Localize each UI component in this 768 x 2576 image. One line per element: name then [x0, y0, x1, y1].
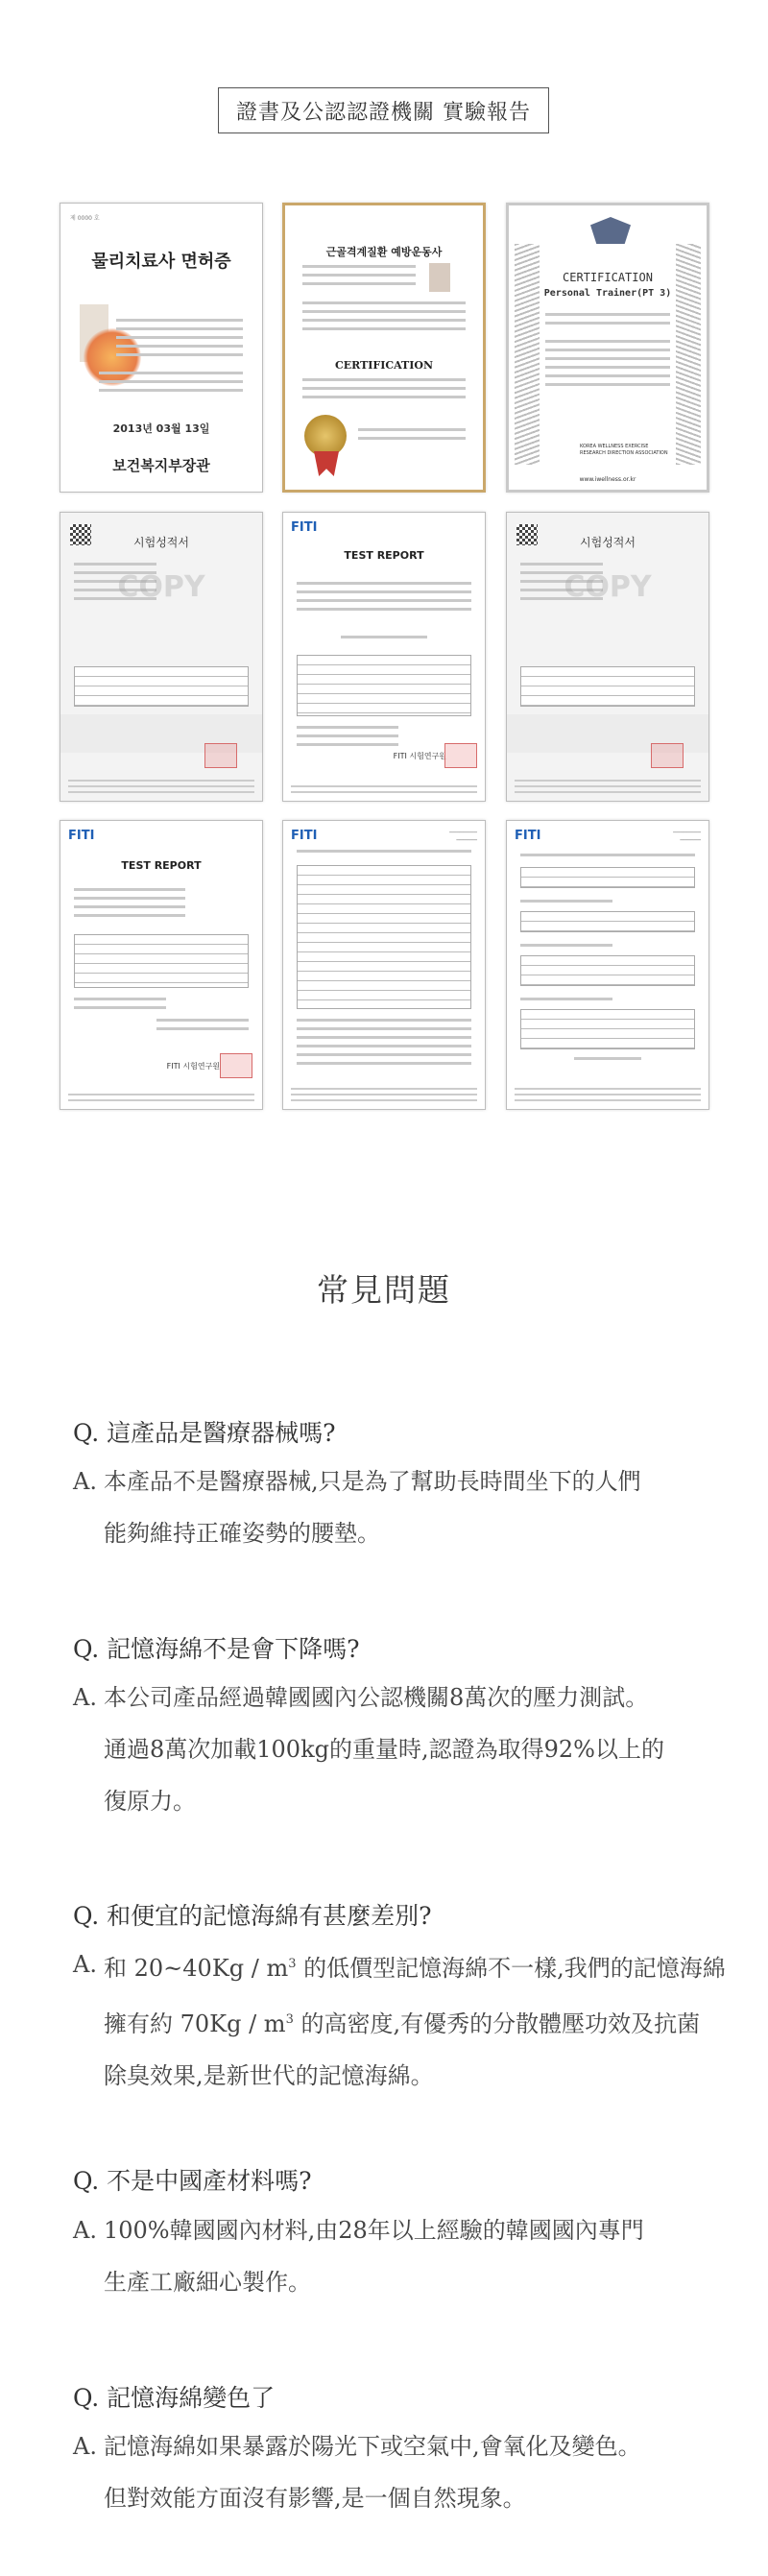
faq-question-2: Q. 記憶海綿不是會下降嗎? — [73, 1635, 360, 1663]
stamp-icon — [220, 1053, 252, 1078]
fiti-lab-name: FITI 시험연구원 — [393, 752, 446, 760]
crest-icon — [590, 217, 631, 244]
faq-answer-1: A. 本產品不是醫療器械,只是為了幫助長時間坐下的人們 能夠維持正確姿勢的腰墊。 — [73, 1468, 641, 1547]
cert-korean-heading: CERTIFICATION — [334, 359, 434, 372]
results-table — [520, 955, 695, 986]
pt-cert-subheading: Personal Trainer(PT 3) — [543, 288, 672, 299]
physical-therapist-license[interactable]: 제 0000 호 물리치료사 면허증 2013년 03월 13일 보건복지부장관 — [60, 203, 263, 493]
personal-trainer-certificate[interactable] — [506, 203, 709, 493]
report-number: ──────── ────── — [449, 830, 477, 844]
faq-answer-4: A. 100%韓國國內材料,由28年以上經驗的韓國國內專門 生產工廠細心製作。 — [73, 2217, 644, 2296]
faq-question-1: Q. 這產品是醫療器械嗎? — [73, 1419, 336, 1447]
results-table — [297, 865, 471, 1009]
kcl-test-report-2[interactable] — [506, 512, 709, 802]
cert-photo — [429, 263, 450, 292]
certificate-grid — [60, 203, 709, 1110]
faq-answer-5: A. 記憶海綿如果暴露於陽光下或空氣中,會氧化及變色。 但對效能方面沒有影響,是一個自然現象。 — [73, 2433, 641, 2512]
fiti-logo: FITI — [291, 829, 318, 843]
fiti-logo: FITI — [291, 520, 318, 535]
faq-answer-2: A. 本公司產品經過韓國國內公認機關8萬次的壓力測試。 通過8萬次加載100kg的重量時,認證為取得92%以上的 復原力。 — [73, 1684, 664, 1815]
pt-cert-org: KOREA WELLNESS EXERCISE RESEARCH DIRECTION ASSOCIATION — [580, 444, 668, 456]
results-table — [520, 911, 695, 932]
pt-cert-heading: CERTIFICATION — [563, 271, 653, 284]
pt-cert-url: www.iwellness.or.kr — [579, 476, 636, 483]
license-title: 물리치료사 면허증 — [91, 252, 231, 272]
fiti-test-report-2[interactable] — [60, 820, 263, 1110]
fiti-logo: FITI — [515, 829, 541, 843]
kcl-report-title-2: 시험성적서 — [580, 536, 636, 549]
results-table — [74, 934, 249, 988]
faq-question-5: Q. 記憶海綿變色了 — [73, 2384, 276, 2412]
gold-seal-icon — [304, 415, 347, 457]
cert-korean-title: 근골격계질환 예방운동사 — [325, 246, 443, 258]
ribbon-icon — [314, 451, 339, 476]
results-table — [74, 666, 249, 707]
results-table — [520, 1009, 695, 1049]
fiti-test-report-3[interactable] — [282, 820, 486, 1110]
kcl-report-title: 시험성적서 — [133, 536, 189, 549]
stamp-icon — [651, 743, 684, 768]
exercise-certification[interactable] — [282, 203, 486, 493]
faq-answer-3: A. 和 20~40Kg / $m^3$ 的低價型記憶海綿不一樣,我們的記憶海綿 擁有約 $70Kg / m^3$ 的高密度,有優秀的分散體壓功效及抗菌 除臭效果,是新世代的記憶海綿。 — [73, 1951, 726, 2089]
stamp-icon — [204, 743, 237, 768]
results-table — [520, 867, 695, 888]
fiti-test-report-4[interactable] — [506, 820, 709, 1110]
fiti-report-title-2: TEST REPORT — [121, 859, 202, 872]
license-date: 2013년 03월 13일 — [112, 422, 210, 435]
copy-watermark: COPY — [117, 570, 205, 604]
faq-question-3: Q. 和便宜的記憶海綿有甚麼差別? — [73, 1902, 432, 1930]
fiti-report-title: TEST REPORT — [344, 549, 424, 562]
stamp-icon — [444, 743, 477, 768]
results-table — [520, 666, 695, 707]
fiti-logo: FITI — [68, 829, 95, 843]
license-issuer: 보건복지부장관 — [112, 457, 210, 474]
report-number: ──────── ────── — [673, 830, 701, 844]
certifications-heading: 證書及公認認證機關 實驗報告 — [218, 87, 549, 133]
kcl-test-report-1[interactable] — [60, 512, 263, 802]
copy-watermark: COPY — [564, 570, 652, 604]
fiti-lab-name-2: FITI 시험연구원 — [166, 1062, 220, 1071]
results-table — [297, 655, 471, 716]
fiti-test-report-1[interactable] — [282, 512, 486, 802]
faq-title: 常見問題 — [317, 1271, 451, 1309]
faq-question-4: Q. 不是中國產材料嗎? — [73, 2167, 312, 2195]
